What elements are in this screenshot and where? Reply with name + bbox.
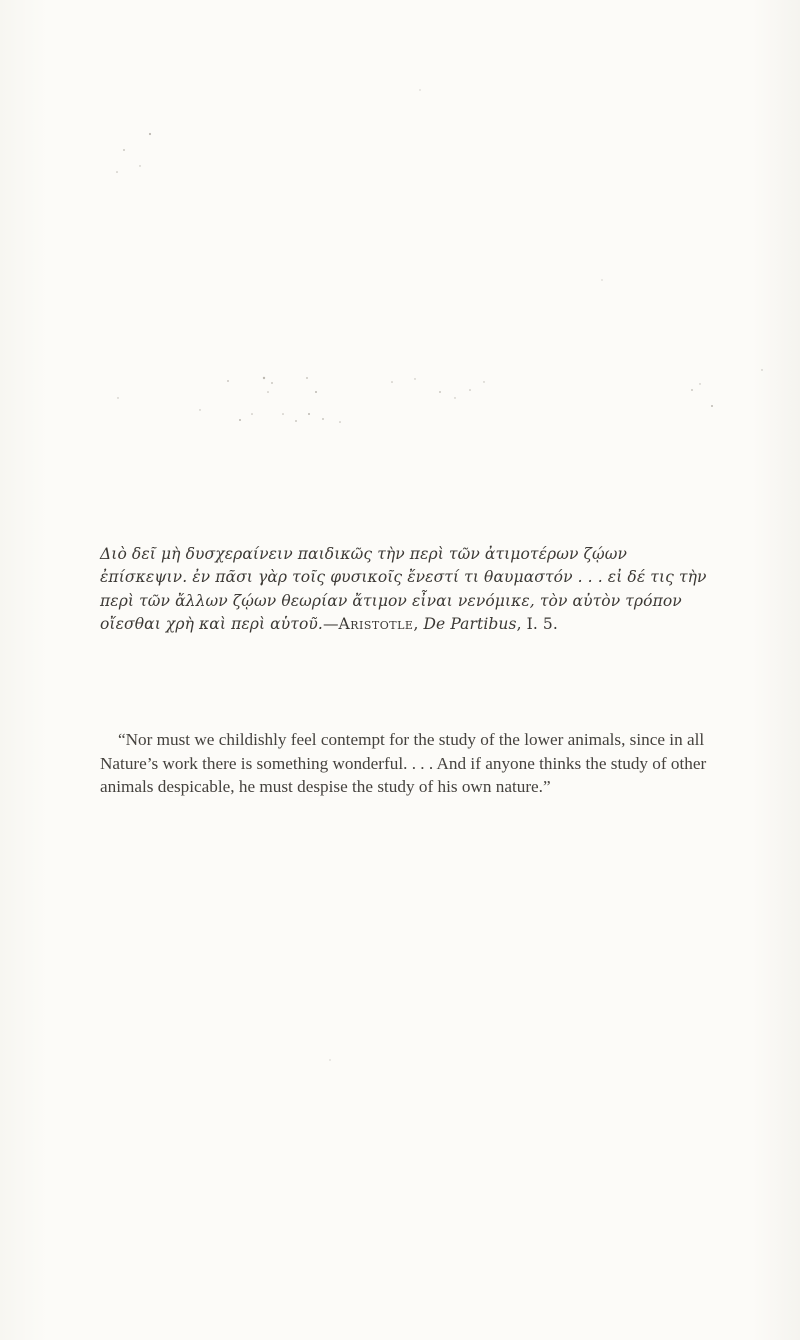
greek-quote-text: Διὸ δεῖ μὴ δυσχεραίνειν παιδικῶς τὴν περὶ τῶν ἀτιμοτέρων ζῴων ἐπίσκεψιν. ἐν πᾶσι γὰρ τοῖς φυσικοῖς ἔνεστί τι θαυμαστόν . . . εἰ δέ τις τὴν περὶ τῶν ἄλλων ζῴων θεωρίαν ἄτιμον εἶναι νενόμικε, τὸν αὐτὸν τρόπον οἴεσθαι χρὴ καὶ περὶ αὑτοῦ.	[100, 544, 707, 633]
quote-work-reference: , I. 5.	[516, 615, 558, 633]
attribution-dash: —	[322, 615, 339, 633]
quote-author: Aristotle	[338, 615, 414, 633]
quote-work-title: De Partibus	[423, 615, 517, 633]
quote-attribution: —Aristotle, De Partibus, I. 5.	[322, 615, 558, 633]
english-translation: “Nor must we childishly feel contempt for the study of the lower animals, since in all Nature’s work there is something wonderful. . . . And if anyone thinks the study of other animals despicable, he must despise the study of his own nature.”	[100, 730, 707, 797]
greek-quotation	[100, 543, 708, 637]
